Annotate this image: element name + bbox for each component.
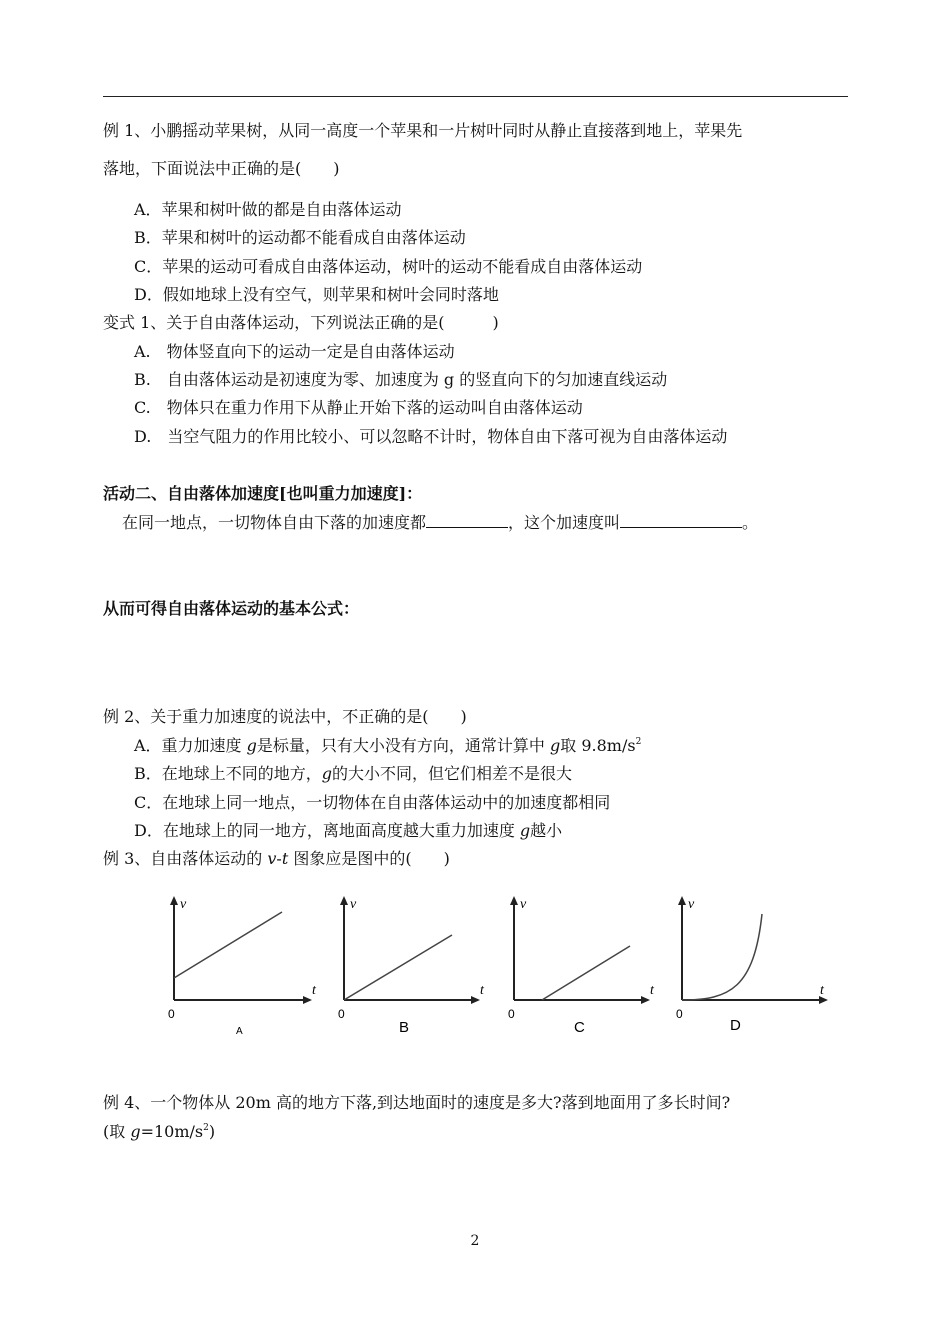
graph-d-curve (682, 914, 762, 1000)
var1-stem: 变式 1、关于自由落体运动，下列说法正确的是( ) (103, 313, 499, 332)
ex4-post: =10m/s (140, 1122, 204, 1141)
ex3-stem (103, 849, 450, 869)
ex2-option-b (134, 764, 572, 784)
ex2-option-a (134, 736, 641, 756)
graph-b (338, 896, 485, 1036)
ex2-d-g: g (519, 821, 531, 840)
blank-2[interactable] (620, 513, 742, 528)
ex3-t: t (281, 849, 289, 868)
graph-c-curve (542, 946, 630, 1000)
ex2-d-post: 越小 (530, 821, 563, 840)
ex2-stem: 例 2、关于重力加速度的说法中，不正确的是( ) (103, 707, 467, 726)
var1-option-c: C. 物体只在重力作用下从静止开始下落的运动叫自由落体运动 (134, 398, 583, 417)
graph-c-v-label: v (520, 897, 527, 912)
ex2-option-c: C．在地球上同一地点，一切物体在自由落体运动中的加速度都相同 (134, 793, 611, 812)
graph-d-y-arrow (678, 896, 686, 905)
graph-c-y-arrow (510, 896, 518, 905)
ex3-v: v (267, 849, 277, 868)
graph-a-origin: 0 (168, 1007, 175, 1021)
graph-b-origin: 0 (338, 1007, 345, 1021)
ex2-option-d (134, 821, 562, 841)
graph-c (508, 896, 655, 1036)
ex2-b-post: 的大小不同，但它们相差不是很大 (332, 764, 573, 783)
ex2-a-g2: g (550, 736, 561, 755)
graph-d-origin: 0 (676, 1007, 683, 1021)
ex4-g: g (130, 1122, 141, 1141)
ex1-line1: 例 1、小鹏摇动苹果树，从同一高度一个苹果和一片树叶同时从静止直接落到地上，苹果先 (103, 121, 743, 140)
fill-middle: ，这个加速度叫 (508, 513, 621, 532)
graph-c-label: C (574, 1019, 585, 1036)
vt-graphs (150, 888, 850, 1048)
header-rule (103, 96, 848, 97)
graph-a-curve (174, 912, 282, 978)
graph-b-v-label: v (350, 897, 357, 912)
ex2-d-pre: D．在地球上的同一地方，离地面高度越大重力加速度 (134, 821, 520, 840)
ex4-sup: 2 (203, 1123, 209, 1133)
ex4-pre: (取 (103, 1122, 131, 1141)
graph-d (676, 896, 828, 1034)
ex4-line1: 例 4、一个物体从 20m 高的地方下落,到达地面时的速度是多大?落到地面用了多长时间? (103, 1093, 731, 1112)
graph-a-t-label: t (312, 983, 316, 998)
graph-c-x-arrow (641, 996, 650, 1004)
graph-b-label: B (399, 1019, 410, 1036)
graph-a-v-label: v (180, 897, 187, 912)
ex1-option-a: A．苹果和树叶做的都是自由落体运动 (134, 200, 402, 219)
graph-b-curve (344, 935, 452, 1000)
graph-a-label: A (236, 1026, 243, 1037)
fill-suffix: 。 (742, 513, 759, 532)
graph-d-label: D (730, 1017, 741, 1034)
ex4-line2 (103, 1122, 215, 1142)
graph-c-t-label: t (650, 983, 654, 998)
ex3-dash: - (276, 849, 282, 868)
ex3-post: 图象应是图中的( ) (288, 849, 450, 868)
graph-a (168, 896, 317, 1037)
var1-option-a: A. 物体竖直向下的运动一定是自由落体运动 (134, 342, 455, 361)
ex2-b-pre: B．在地球上不同的地方， (134, 764, 322, 783)
activity2-heading: 活动二、自由落体加速度[也叫重力加速度]： (103, 484, 423, 503)
ex1-line2: 落地，下面说法中正确的是( ) (103, 159, 340, 178)
ex2-a-post: 取 9.8m/s (560, 736, 636, 755)
formula-heading: 从而可得自由落体运动的基本公式： (103, 599, 360, 618)
blank-1[interactable] (426, 513, 508, 528)
ex2-b-g: g (321, 764, 333, 783)
graph-a-x-arrow (303, 996, 312, 1004)
page-number: 2 (470, 1233, 480, 1249)
graph-d-t-label: t (820, 983, 824, 998)
graph-c-origin: 0 (508, 1007, 515, 1021)
ex2-a-mid: 是标量，只有大小没有方向，通常计算中 (256, 736, 550, 755)
graph-b-x-arrow (471, 996, 480, 1004)
activity2-fill-sentence (122, 513, 758, 533)
ex1-option-c: C．苹果的运动可看成自由落体运动，树叶的运动不能看成自由落体运动 (134, 257, 643, 276)
ex1-option-d: D．假如地球上没有空气，则苹果和树叶会同时落地 (134, 285, 499, 304)
graph-b-y-arrow (340, 896, 348, 905)
fill-prefix: 在同一地点，一切物体自由下落的加速度都 (122, 513, 427, 532)
ex4-close: ) (208, 1122, 216, 1141)
ex2-a-g: g (246, 736, 257, 755)
ex1-option-b: B．苹果和树叶的运动都不能看成自由落体运动 (134, 228, 466, 247)
ex3-pre: 例 3、自由落体运动的 (103, 849, 268, 868)
graph-d-v-label: v (688, 897, 695, 912)
graph-b-t-label: t (480, 983, 484, 998)
graph-a-y-arrow (170, 896, 178, 905)
ex2-a-pre: A．重力加速度 (134, 736, 247, 755)
var1-option-b: B. 自由落体运动是初速度为零、加速度为 g 的竖直向下的匀加速直线运动 (134, 370, 668, 389)
ex2-a-sup: 2 (635, 737, 642, 747)
var1-option-d: D. 当空气阻力的作用比较小、可以忽略不计时，物体自由下落可视为自由落体运动 (134, 427, 728, 446)
